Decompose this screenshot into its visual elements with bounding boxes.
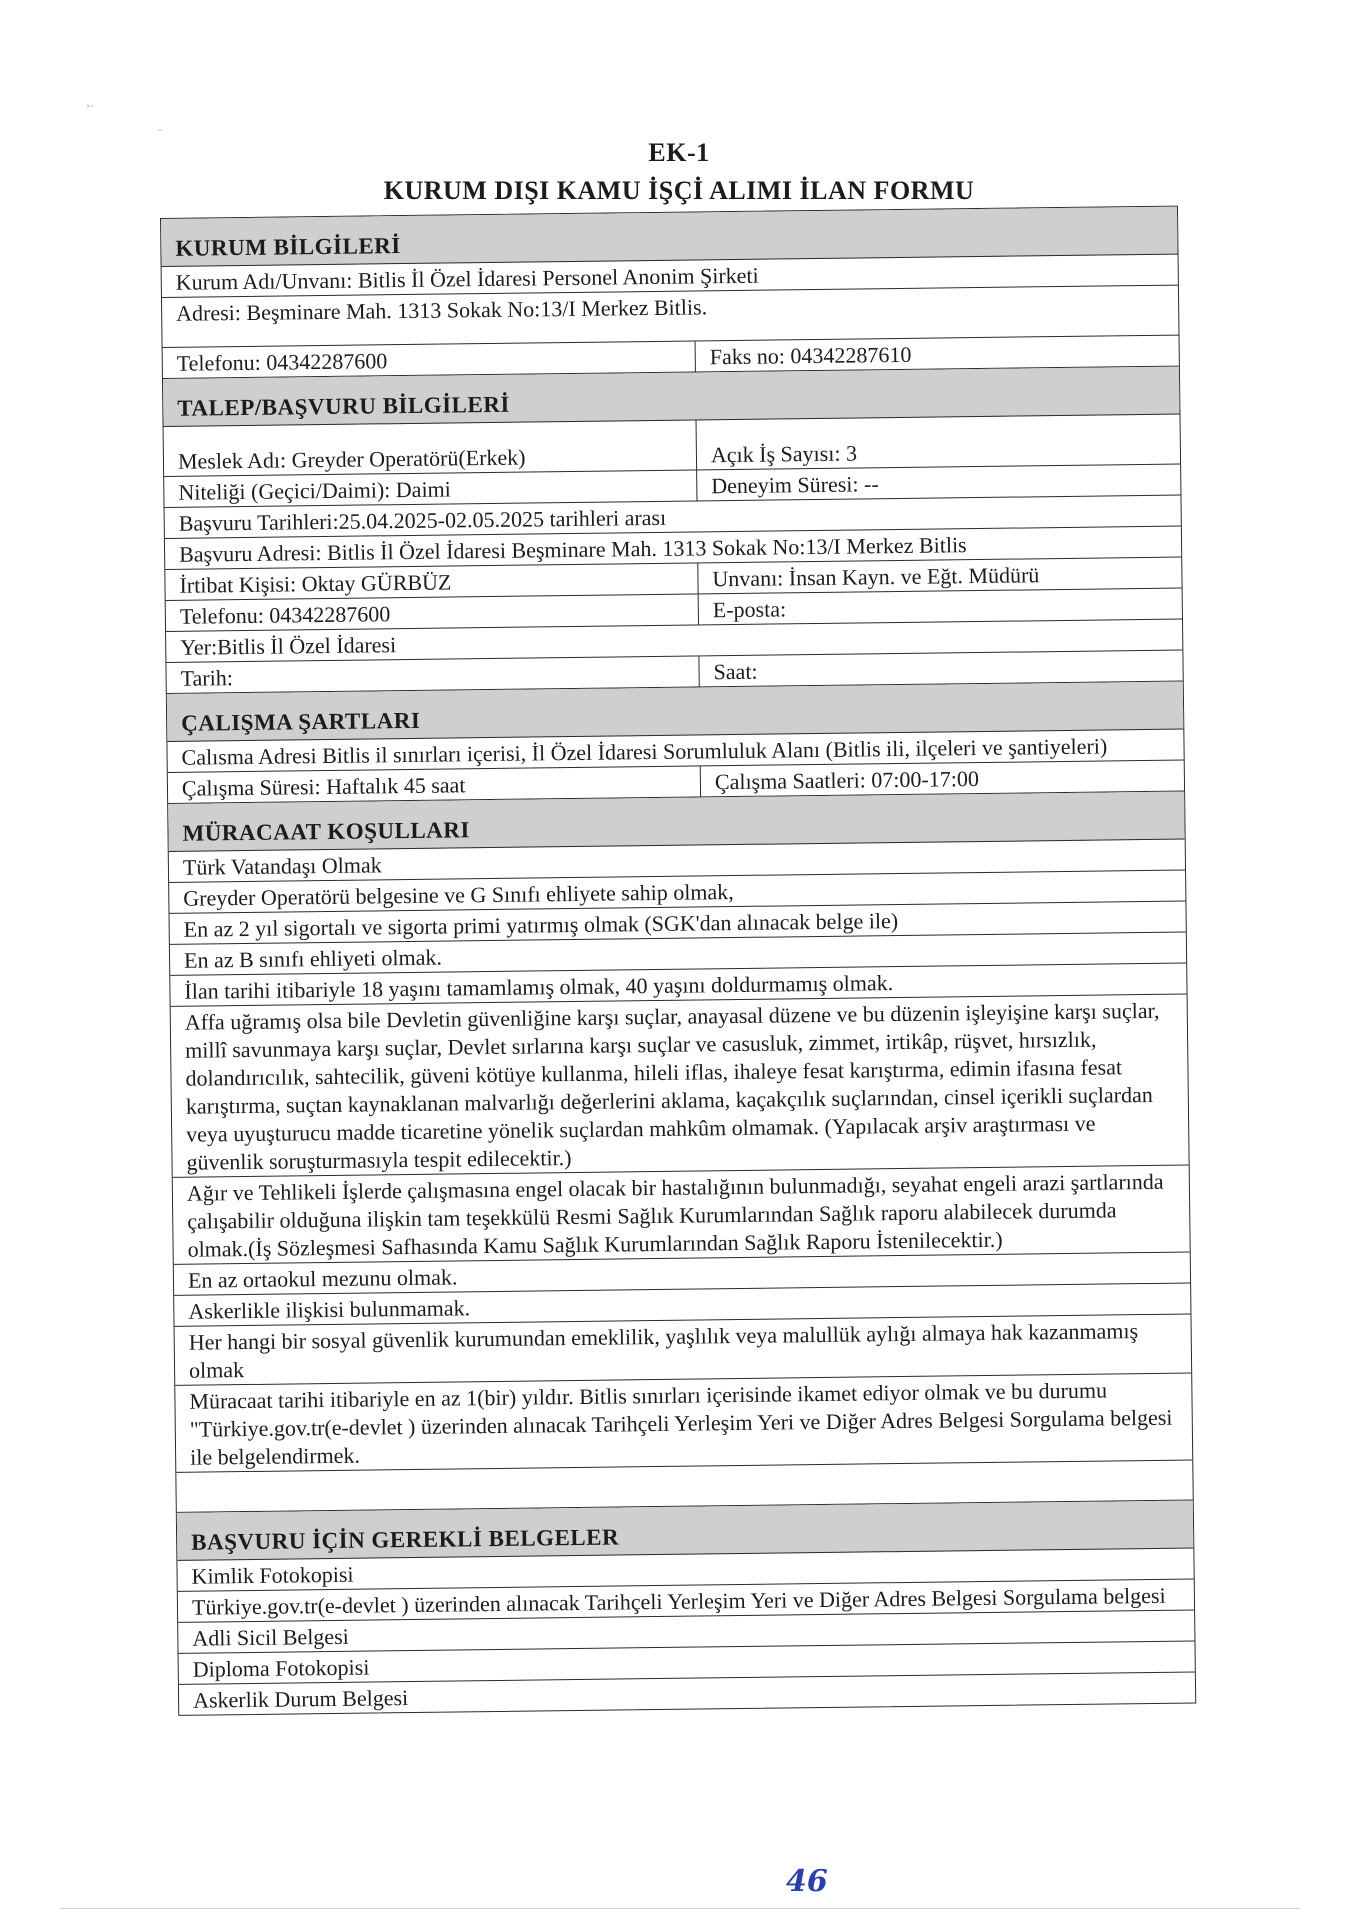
requirement-item: İlan tarihi itibariyle 18 yaşını tamamlamış olmak, 40 yaşını doldurmamış olmak.: [170, 964, 1186, 1007]
requirement-item: Müracaat tarihi itibariyle en az 1(bir) yıldır. Bitlis sınırları içerisinde ikamet ediyor olmak ve bu durumu "Türkiye.gov.tr(e-devlet ) üzerinden alınacak Tarihçeli Yerleşim Yeri ve Diğer Adres Belgesi Sorgulama belgesi ile belgelendirmek.: [175, 1373, 1192, 1472]
page-edge-line: [60, 1908, 1300, 1909]
requirement-item: Greyder Operatörü belgesine ve G Sınıfı ehliyete sahip olmak,: [169, 871, 1185, 914]
open-jobs-count: Açık İş Sayısı: 3: [696, 415, 1181, 470]
document-item: Türkiye.gov.tr(e-devlet ) üzerinden alınacak Tarihçeli Yerleşim Yeri ve Diğer Adres Belgesi Sorgulama belgesi: [178, 1579, 1194, 1622]
exam-place: Yer:Bitlis İl Özel İdaresi: [180, 632, 397, 660]
section-heading-muracaat: MÜRACAAT KOŞULLARI: [168, 792, 1185, 852]
requirement-item: Askerlikle ilişkisi bulunmamak.: [174, 1283, 1190, 1326]
handwritten-page-number: 46: [786, 1864, 828, 1899]
institution-address: Adresi: Beşminare Mah. 1313 Sokak No:13/I Merkez Bitlis.: [176, 294, 708, 326]
requirement-item: Türk Vatandaşı Olmak: [169, 840, 1185, 883]
requirement-item: En az 2 yıl sigortalı ve sigorta primi yatırmış olmak (SGK'dan alınacak belge ile): [170, 902, 1186, 945]
requirement-item: Ağır ve Tehlikeli İşlerde çalışmasına engel olacak bir hastalığının bulunmadığı, seyahat engeli arazi şartlarında çalışabilir olduğuna ilişkin tam teşekkülü Resmi Sağlık Kurumlarından Sağlık raporu alabilecek durumda olmak.(İş Sözleşmesi Safhasında Kamu Sağlık Kurumlarından Sağlık Raporu İstenilecektir.): [173, 1166, 1190, 1265]
application-address: Başvuru Adresi: Bitlis İl Özel İdaresi Beşminare Mah. 1313 Sokak No:13/I Merkez Bitlis: [178, 532, 967, 567]
profession-name: Meslek Adı: Greyder Operatörü(Erkek): [177, 444, 526, 474]
institution-fax: Faks no: 04342287610: [695, 336, 1179, 372]
contact-person: İrtibat Kişisi: Oktay GÜRBÜZ: [179, 569, 452, 598]
document-item: Askerlik Durum Belgesi: [192, 1685, 409, 1713]
exam-date: Tarih:: [180, 665, 233, 691]
institution-phone: Telefonu: 04342287600: [176, 348, 388, 376]
document-title: KURUM DIŞI KAMU İŞÇİ ALIMI İLAN FORMU: [383, 176, 975, 205]
scan-mark: ›-: [86, 98, 94, 112]
section-heading-kurum: KURUM BİLGİLERİ: [161, 207, 1178, 267]
section-heading-talep: TALEP/BAŞVURU BİLGİLERİ: [163, 367, 1180, 427]
announcement-form: [160, 206, 1196, 1716]
requirement-item: En az ortaokul mezunu olmak.: [174, 1252, 1190, 1295]
work-duration: Çalışma Süresi: Haftalık 45 saat: [181, 772, 466, 801]
institution-name: Kurum Adı/Unvanı: Bitlis İl Özel İdaresi Personel Anonim Şirketi: [175, 262, 759, 295]
scan-mark: -: [158, 122, 162, 136]
requirement-item: Affa uğramış olsa bile Devletin güvenliğine karşı suçlar, anayasal düzene ve bu düzenin işleyişine karşı suçlar, millî savunmaya karşı suçlar, Devlet sırlarına karşı suçlar ve casusluk, zimmet, irtikâp, rüşvet, hırsızlık, dolandırıcılık, sahtecilik, güveni kötüye kullanma, hileli iflas, ihaleye fesat karıştırma, edimin ifasına fesat karıştırma, suçtan kaynaklanan malvarlığı değerlerini aklama, kaçakçılık suçlarından, cinsel içerikli suçlardan veya uyuşturucu madde ticaretine yönelik suçlardan mahkûm olmamak. (Yapılacak arşiv araştırması ve güvenlik soruşturmasıyla tespit edilecektir.): [171, 995, 1189, 1178]
section-heading-calisma: ÇALIŞMA ŞARTLARI: [167, 682, 1184, 742]
document-item: Adli Sicil Belgesi: [178, 1610, 1194, 1653]
document-item: Diploma Fotokopisi: [179, 1641, 1195, 1684]
exam-time: Saat:: [698, 651, 1182, 687]
requirement-item: En az B sınıfı ehliyeti olmak.: [170, 933, 1186, 976]
annex-label: EK-1: [648, 138, 710, 167]
document-item: Kimlik Fotokopisi: [177, 1548, 1193, 1591]
contact-phone: Telefonu: 04342287600: [179, 601, 391, 629]
work-address: Calısma Adresi Bitlis il sınırları içerisi, İl Özel İdaresi Sorumluluk Alanı (Bitlis ili, ilçeleri ve şantiyeleri): [181, 733, 1108, 770]
application-dates: Başvuru Tarihleri:25.04.2025-02.05.2025 tarihleri arası: [178, 504, 667, 536]
contact-email: E-posta:: [698, 589, 1182, 625]
work-hours: Çalışma Saatleri: 07:00-17:00: [700, 761, 1184, 797]
employment-type: Niteliği (Geçici/Daimi): Daimi: [178, 476, 451, 505]
experience-duration: Deneyim Süresi: --: [696, 465, 1180, 501]
section-heading-belgeler: BAŞVURU İÇİN GEREKLİ BELGELER: [177, 1500, 1194, 1560]
contact-title: Unvanı: İnsan Kayn. ve Eğt. Müdürü: [697, 558, 1181, 594]
requirement-item: Her hangi bir sosyal güvenlik kurumundan emeklilik, yaşlılık veya malullük aylığı almaya hak kazanmamış olmak: [175, 1314, 1192, 1385]
document-header: [0, 138, 1358, 206]
